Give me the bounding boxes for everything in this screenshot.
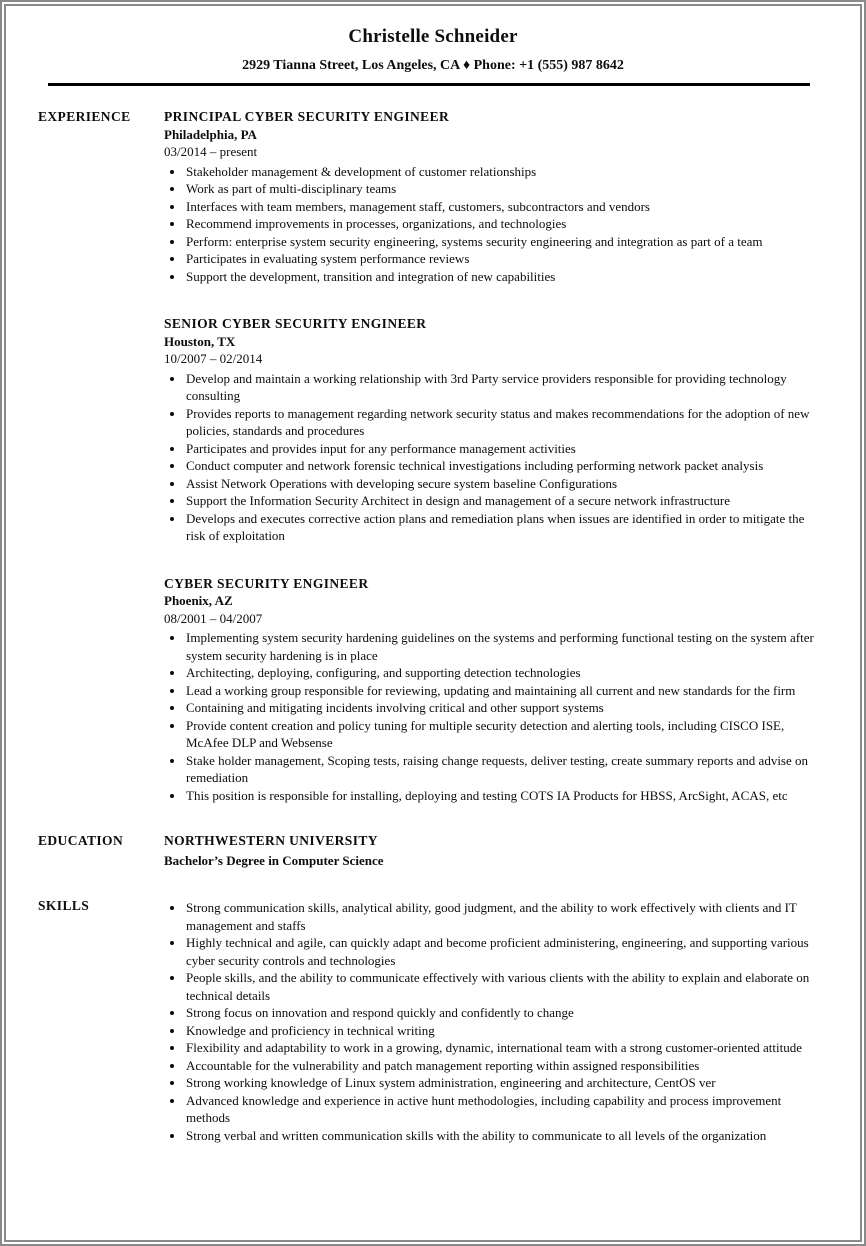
- skill-item: • Advanced knowledge and experience in active hunt methodologies, including capability and process improvement methods: [185, 1092, 814, 1127]
- job-block: [164, 575, 814, 805]
- bullet-list: [164, 163, 814, 286]
- bullet-item: • Support the development, transition and integration of new capabilities: [185, 268, 814, 286]
- skill-item: • Strong working knowledge of Linux system administration, engineering and architecture, CentOS ver: [185, 1074, 814, 1092]
- bullet-item: • Participates and provides input for any performance management activities: [185, 440, 814, 458]
- resume-header: [6, 6, 860, 86]
- bullet-item: • Assist Network Operations with developing secure system baseline Configurations: [185, 475, 814, 493]
- job-dates: 10/2007 – 02/2014: [164, 351, 263, 366]
- job-dates: 03/2014 – present: [164, 144, 258, 159]
- bullet-item: • Conduct computer and network forensic technical investigations including performing network packet analysis: [185, 457, 814, 475]
- bullet-item: • This position is responsible for installing, deploying and testing COTS IA Products for HBSS, ArcSight, ACAS, etc: [185, 787, 814, 805]
- job-title: SENIOR CYBER SECURITY ENGINEER: [164, 316, 427, 331]
- bullet-item: • Stakeholder management & development of customer relationships: [185, 163, 814, 181]
- school-name: NORTHWESTERN UNIVERSITY: [164, 833, 378, 848]
- job-location: Philadelphia, PA: [164, 126, 257, 142]
- resume-body: [6, 86, 860, 1144]
- degree-name: Bachelor’s Degree in Computer Science: [164, 852, 384, 868]
- skill-item: • Flexibility and adaptability to work in a growing, dynamic, international team with a strong customer-oriented attitude: [185, 1039, 814, 1057]
- job-title: CYBER SECURITY ENGINEER: [164, 575, 369, 591]
- bullet-item: • Participates in evaluating system performance reviews: [185, 250, 814, 268]
- bullet-item: • Support the Information Security Architect in design and management of a secure network infrastructure: [185, 492, 814, 510]
- bullet-item: • Perform: enterprise system security engineering, systems security engineering and integration as part of a team: [185, 233, 814, 251]
- bullet-item: • Provide content creation and policy tuning for multiple security detection and alerting tools, including CISCO ISE, McAfee DLP and Websense: [185, 717, 814, 752]
- bullet-item: • Containing and mitigating incidents involving critical and other support systems: [185, 699, 814, 717]
- job-block: [164, 108, 814, 285]
- skill-item: • Strong focus on innovation and respond quickly and confidently to change: [185, 1004, 814, 1022]
- skill-item: • Highly technical and agile, can quickly adapt and become proficient administering, engineering, and supporting various cyber security controls and technologies: [185, 934, 814, 969]
- bullet-item: • Work as part of multi-disciplinary teams: [185, 180, 814, 198]
- bullet-item: • Stake holder management, Scoping tests, raising change requests, deliver testing, create summary reports and advise on remediation: [185, 752, 814, 787]
- bullet-list: [164, 629, 814, 804]
- section-label-education: EDUCATION: [38, 833, 124, 848]
- bullet-item: • Recommend improvements in processes, organizations, and technologies: [185, 215, 814, 233]
- job-dates: 08/2001 – 04/2007: [164, 610, 263, 626]
- job-location: Houston, TX: [164, 333, 236, 349]
- bullet-item: • Implementing system security hardening guidelines on the systems and performing functional testing on the system after system security hardening is in place: [185, 629, 814, 664]
- bullet-list: [164, 370, 814, 545]
- contact-line: 2929 Tianna Street, Los Angeles, CA ♦ Phone: +1 (555) 987 8642: [242, 58, 624, 73]
- bullet-item: • Provides reports to management regarding network security status and makes recommendations for the adoption of new policies, standards and procedures: [185, 405, 814, 440]
- skill-item: • Knowledge and proficiency in technical writing: [185, 1022, 814, 1040]
- job-title: PRINCIPAL CYBER SECURITY ENGINEER: [164, 109, 450, 124]
- job-location: Phoenix, AZ: [164, 593, 233, 608]
- section-label-skills: SKILLS: [38, 898, 90, 913]
- bullet-item: • Interfaces with team members, management staff, customers, subcontractors and vendors: [185, 198, 814, 216]
- skills-list: [164, 899, 814, 1144]
- candidate-name: Christelle Schneider: [348, 26, 518, 47]
- bullet-item: • Architecting, deploying, configuring, and supporting detection technologies: [185, 664, 814, 682]
- skill-item: • Accountable for the vulnerability and patch management reporting within assigned responsibilities: [185, 1057, 814, 1075]
- skill-item: • Strong verbal and written communication skills with the ability to communicate to all levels of the organization: [185, 1127, 814, 1145]
- bullet-item: • Develop and maintain a working relationship with 3rd Party service providers responsible for providing technology consulting: [185, 370, 814, 405]
- section-label-experience: EXPERIENCE: [38, 109, 131, 124]
- skill-item: • Strong communication skills, analytical ability, good judgment, and the ability to work effectively with clients and IT management and staffs: [185, 899, 814, 934]
- bullet-item: • Lead a working group responsible for reviewing, updating and maintaining all current and new standards for the firm: [185, 682, 814, 700]
- experience-jobs: [164, 108, 814, 804]
- bullet-item: • Develops and executes corrective action plans and remediation plans when issues are identified in order to mitigate the risk of exploitation: [185, 510, 814, 545]
- skill-item: • People skills, and the ability to communicate effectively with various clients with the ability to explain and elaborate on technical details: [185, 969, 814, 1004]
- education-content: [164, 832, 814, 869]
- job-block: [164, 315, 814, 545]
- skills-content: [164, 897, 814, 1144]
